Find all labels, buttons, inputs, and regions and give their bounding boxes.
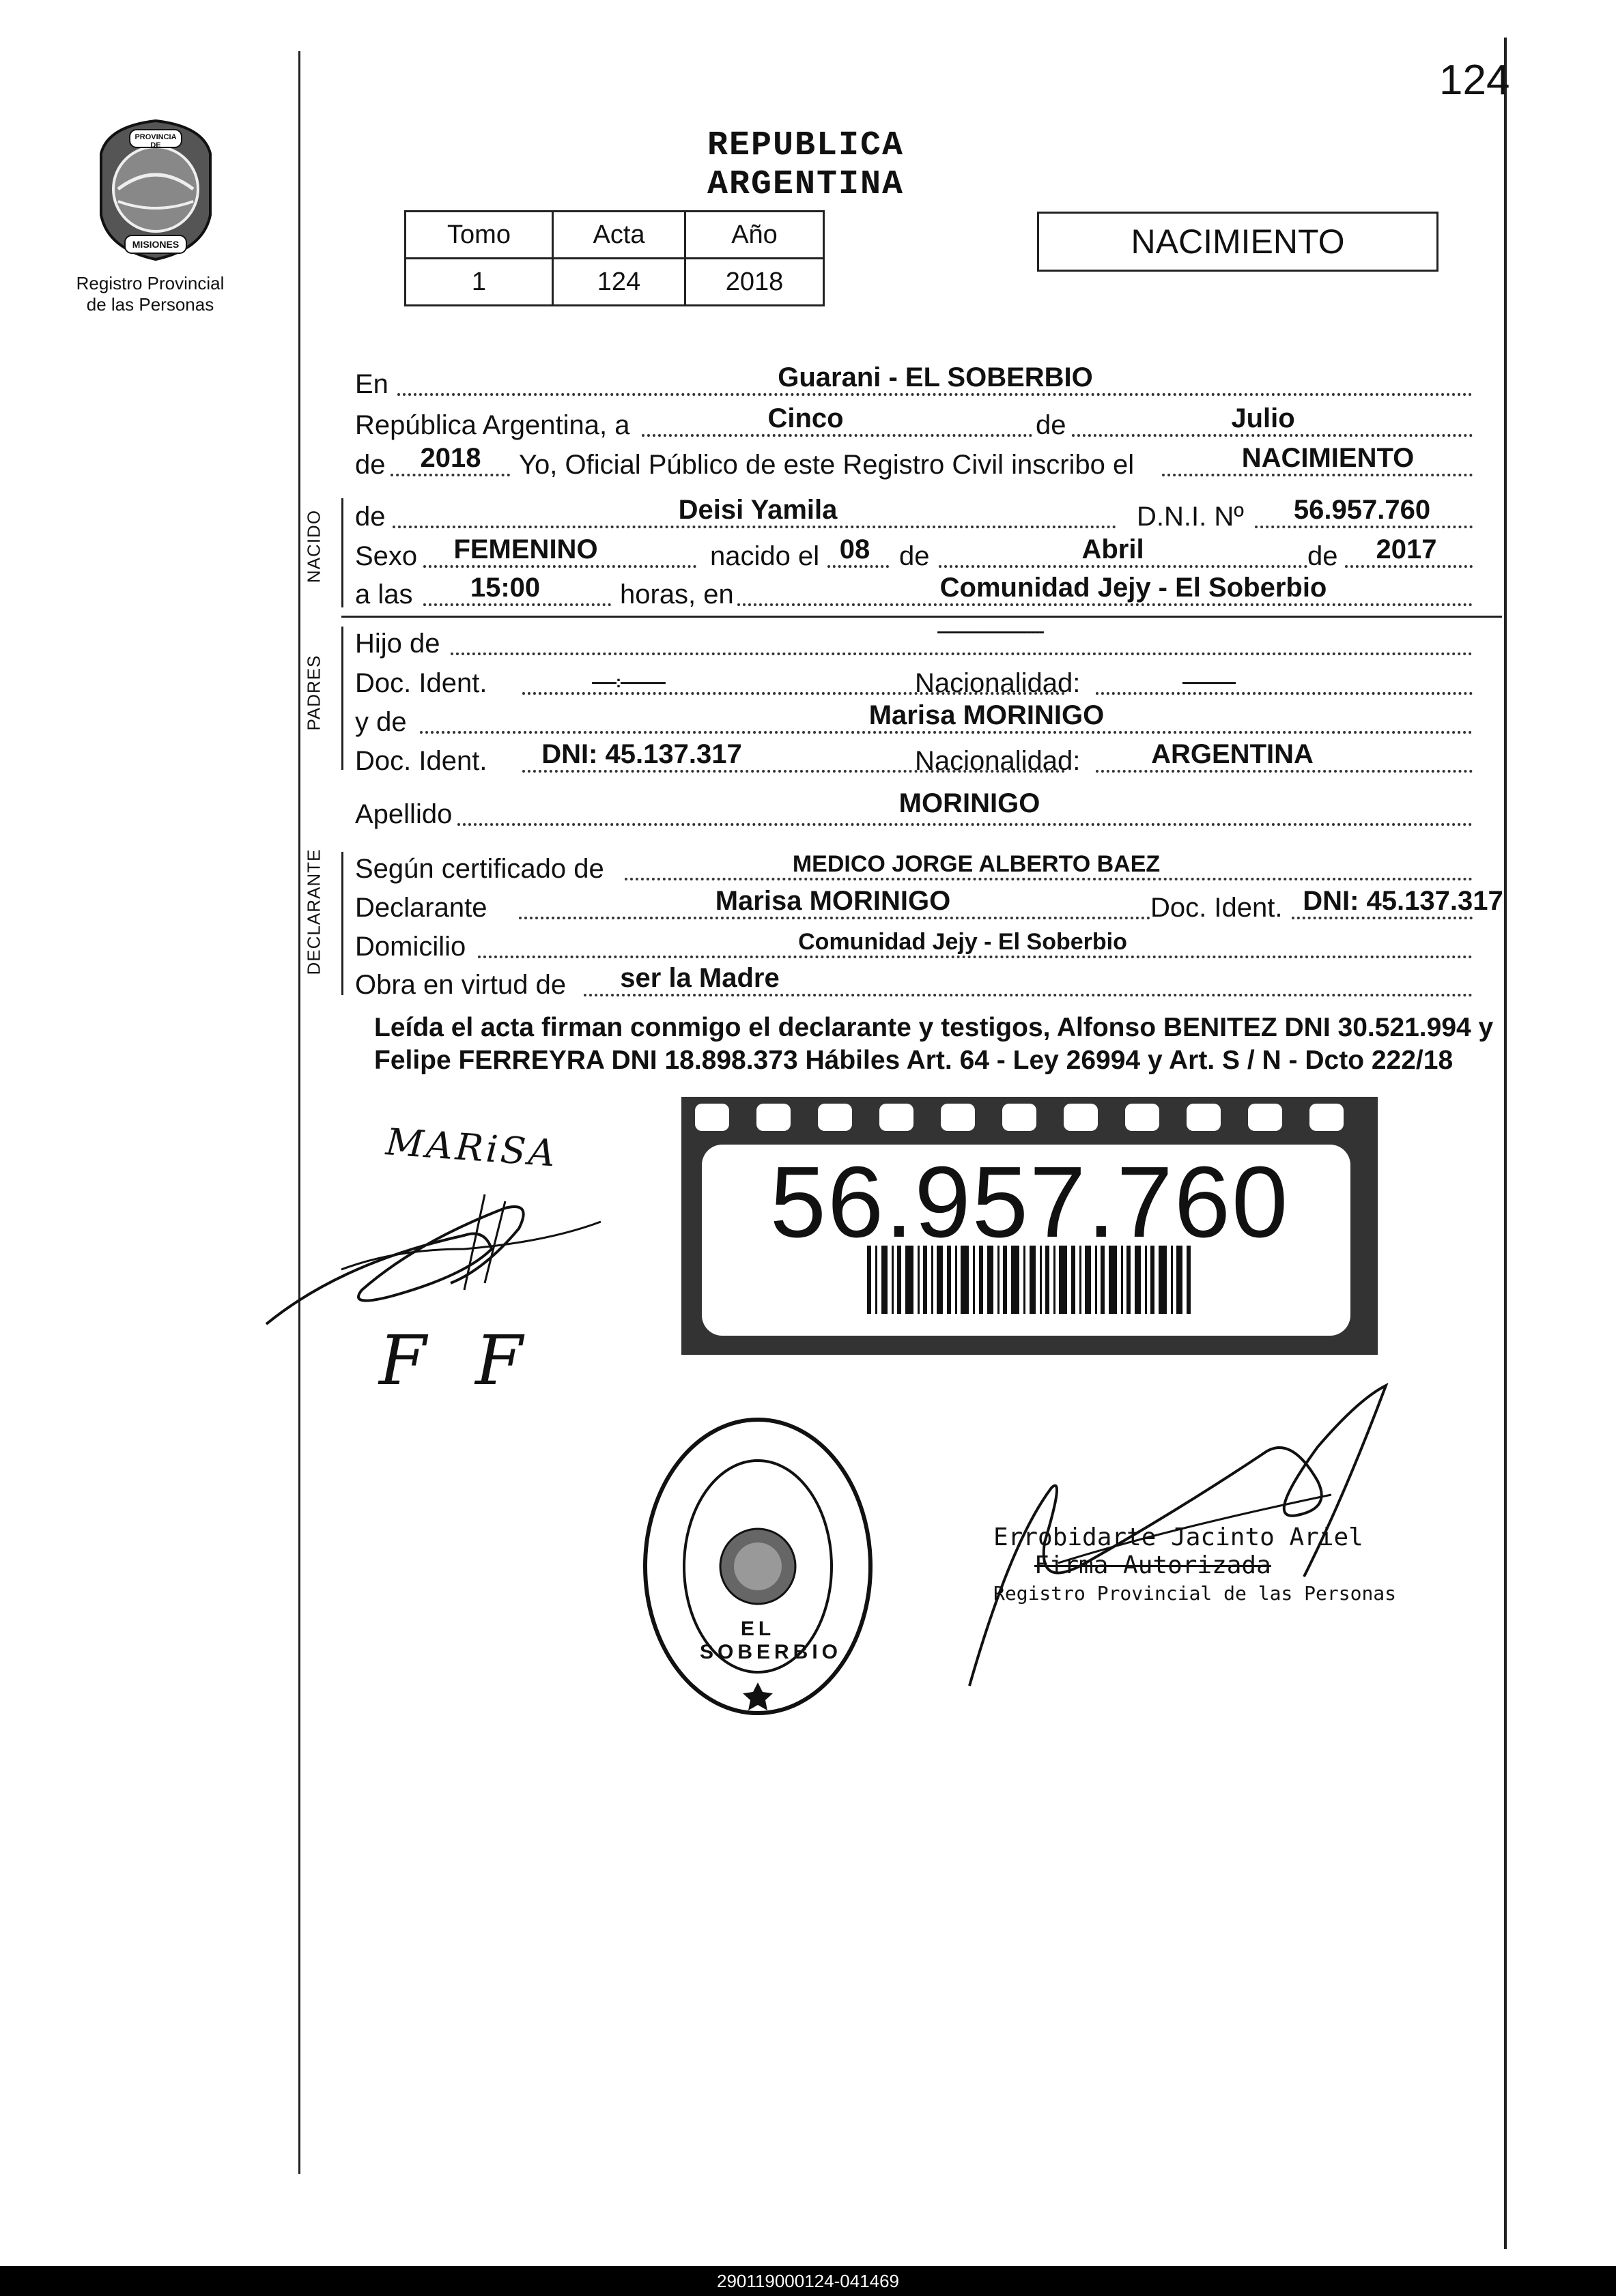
label-doc-ident: Doc. Ident. xyxy=(355,668,487,698)
label-de: de xyxy=(899,541,930,571)
row-obra xyxy=(355,962,1502,1003)
value-father-nationality: ------------- xyxy=(1182,673,1235,691)
header-tomo: Tomo xyxy=(406,212,553,259)
row-domicilio xyxy=(355,924,1502,965)
logo-caption xyxy=(65,273,236,315)
dotted-line xyxy=(737,603,1473,606)
handwritten-name: MARiSA xyxy=(384,1120,560,1175)
dotted-line xyxy=(423,603,611,606)
dotted-line xyxy=(1255,526,1473,528)
value-birth-time: 15:00 xyxy=(470,573,541,603)
value-day: Cinco xyxy=(767,403,844,433)
logo-caption-line2: de las Personas xyxy=(86,294,214,315)
label-inscribo: Yo, Oficial Público de este Registro Civil inscribo el xyxy=(519,450,1135,480)
value-acta: 124 xyxy=(553,259,685,306)
value-event: NACIMIENTO xyxy=(1241,443,1415,473)
label-domicilio: Domicilio xyxy=(355,932,466,962)
row-father-doc xyxy=(355,661,1502,702)
dotted-line xyxy=(423,565,696,568)
label-nacionalidad: Nacionalidad: xyxy=(915,668,1081,698)
page-number: 124 xyxy=(1439,57,1510,104)
label-republica: República Argentina, a xyxy=(355,410,630,440)
label-en: En xyxy=(355,369,388,399)
dotted-line xyxy=(393,526,1116,528)
value-surname: MORINIGO xyxy=(898,788,1040,818)
value-year: 2018 xyxy=(420,443,481,473)
label-apellido: Apellido xyxy=(355,799,453,829)
official-signature-block xyxy=(993,1523,1396,1605)
value-mother-doc: DNI: 45.137.317 xyxy=(541,739,742,769)
stamp-inner-text: EL SOBERBIO xyxy=(700,1618,842,1663)
label-nacionalidad: Nacionalidad: xyxy=(915,746,1081,776)
side-label-padres: PADRES xyxy=(303,655,324,731)
label-segun-certificado: Según certificado de xyxy=(355,854,604,884)
dotted-line xyxy=(1162,474,1473,476)
dotted-line xyxy=(457,823,1473,826)
dotted-line xyxy=(397,393,1473,396)
section-divider xyxy=(341,616,1502,618)
value-month: Julio xyxy=(1231,403,1295,433)
value-father: -------------------------- xyxy=(937,622,1043,641)
label-doc-ident: Doc. Ident. xyxy=(355,746,487,776)
row-hijo-de xyxy=(355,621,1502,662)
value-mother: Marisa MORINIGO xyxy=(868,700,1105,730)
value-birth-day: 08 xyxy=(839,534,870,564)
label-sexo: Sexo xyxy=(355,541,418,571)
declarante-bracket xyxy=(341,852,343,995)
value-ano: 2018 xyxy=(685,259,824,306)
side-label-declarante: DECLARANTE xyxy=(303,848,324,975)
value-birth-month: Abril xyxy=(1081,534,1144,564)
label-nacido-de: de xyxy=(355,502,386,532)
label-dni: D.N.I. Nº xyxy=(1137,502,1244,532)
seal-text-top: PROVINCIA DE xyxy=(134,133,177,149)
row-y-de xyxy=(355,700,1502,741)
row-declarante xyxy=(355,885,1502,926)
value-sex: FEMENINO xyxy=(453,534,598,564)
record-table xyxy=(404,210,825,306)
dotted-line xyxy=(1292,917,1473,919)
left-margin-line xyxy=(298,51,300,2174)
label-doc-ident: Doc. Ident. xyxy=(1150,893,1283,923)
logo-caption-line1: Registro Provincial xyxy=(76,273,225,293)
dotted-line xyxy=(1096,692,1473,695)
value-declarant: Marisa MORINIGO xyxy=(715,886,951,916)
value-birth-year: 2017 xyxy=(1376,534,1437,564)
side-label-nacido: NACIDO xyxy=(303,509,324,584)
official-role: Firma Autorizada xyxy=(1034,1551,1271,1579)
value-child-name: Deisi Yamila xyxy=(678,495,838,525)
row-segun xyxy=(355,846,1502,887)
row-apellido xyxy=(355,788,1502,833)
header-acta: Acta xyxy=(553,212,685,259)
value-capacity: ser la Madre xyxy=(620,963,780,993)
seal-text-bottom: MISIONES xyxy=(132,239,180,250)
header-ano: Año xyxy=(685,212,824,259)
row-republica xyxy=(355,403,1502,444)
footer-code: 290119000124-041469 xyxy=(716,2271,899,2291)
dotted-line xyxy=(1345,565,1473,568)
value-declarant-doc: DNI: 45.137.317 xyxy=(1303,886,1503,916)
legal-text: Leída el acta firman conmigo el declarante y testigos, Alfonso BENITEZ DNI 30.521.994 y Felipe FERREYRA DNI 18.898.373 Hábiles Art. 64 - Ley 26994 y Art. S / N - Dcto 222/18 xyxy=(374,1013,1494,1075)
value-tomo: 1 xyxy=(406,259,553,306)
dotted-line xyxy=(451,652,1473,655)
dotted-line xyxy=(519,917,1150,919)
dotted-line xyxy=(939,565,1307,568)
value-dni: 56.957.760 xyxy=(1293,495,1431,525)
row-mother-doc xyxy=(355,738,1502,779)
label-horas-en: horas, en xyxy=(620,579,734,609)
label-de: de xyxy=(1307,541,1338,571)
value-certificate: MEDICO JORGE ALBERTO BAEZ xyxy=(792,851,1161,877)
dotted-line xyxy=(1072,434,1473,437)
label-de: de xyxy=(355,450,386,480)
value-mother-nationality: ARGENTINA xyxy=(1151,739,1314,769)
row-inscribo xyxy=(355,442,1502,483)
record-table-header-row xyxy=(406,212,824,259)
id-barcode-sticker xyxy=(681,1097,1378,1355)
row-en xyxy=(355,362,1502,403)
dotted-line xyxy=(625,878,1473,880)
document-title: REPUBLICA ARGENTINA xyxy=(707,126,905,204)
label-nacido-el: nacido el xyxy=(710,541,820,571)
value-address: Comunidad Jejy - El Soberbio xyxy=(798,929,1127,955)
dotted-line xyxy=(478,956,1473,958)
row-sexo xyxy=(355,534,1502,575)
dotted-line xyxy=(584,994,1473,996)
handwritten-initials: F F xyxy=(379,1321,537,1401)
official-office: Registro Provincial de las Personas xyxy=(993,1582,1397,1605)
label-de: de xyxy=(1036,410,1066,440)
barcode-number: 56.957.760 xyxy=(769,1146,1290,1259)
label-y-de: y de xyxy=(355,707,407,737)
row-nacido-nombre xyxy=(355,494,1502,535)
dotted-line xyxy=(642,434,1032,437)
label-a-las: a las xyxy=(355,579,413,609)
dotted-line xyxy=(827,565,889,568)
record-type-box: NACIMIENTO xyxy=(1037,212,1438,272)
province-seal-logo xyxy=(87,113,224,266)
dotted-line xyxy=(420,731,1473,734)
registry-stamp xyxy=(638,1413,877,1720)
right-margin-line xyxy=(1504,38,1507,2249)
padres-bracket xyxy=(341,627,343,770)
record-table-value-row xyxy=(406,259,824,306)
declarant-signature xyxy=(259,1160,683,1338)
dotted-line xyxy=(391,474,510,476)
value-father-doc: ------:----------- xyxy=(591,673,665,691)
value-birth-place: Comunidad Jejy - El Soberbio xyxy=(939,573,1327,603)
footer-code-bar xyxy=(0,2266,1616,2296)
nacido-bracket xyxy=(341,498,343,607)
row-hora xyxy=(355,572,1502,613)
dotted-line xyxy=(1096,770,1473,773)
label-hijo-de: Hijo de xyxy=(355,629,440,659)
value-place: Guarani - EL SOBERBIO xyxy=(778,362,1093,392)
label-declarante: Declarante xyxy=(355,893,487,923)
official-name: Errobidarte Jacinto Ariel xyxy=(993,1523,1363,1551)
label-obra: Obra en virtud de xyxy=(355,970,567,1000)
